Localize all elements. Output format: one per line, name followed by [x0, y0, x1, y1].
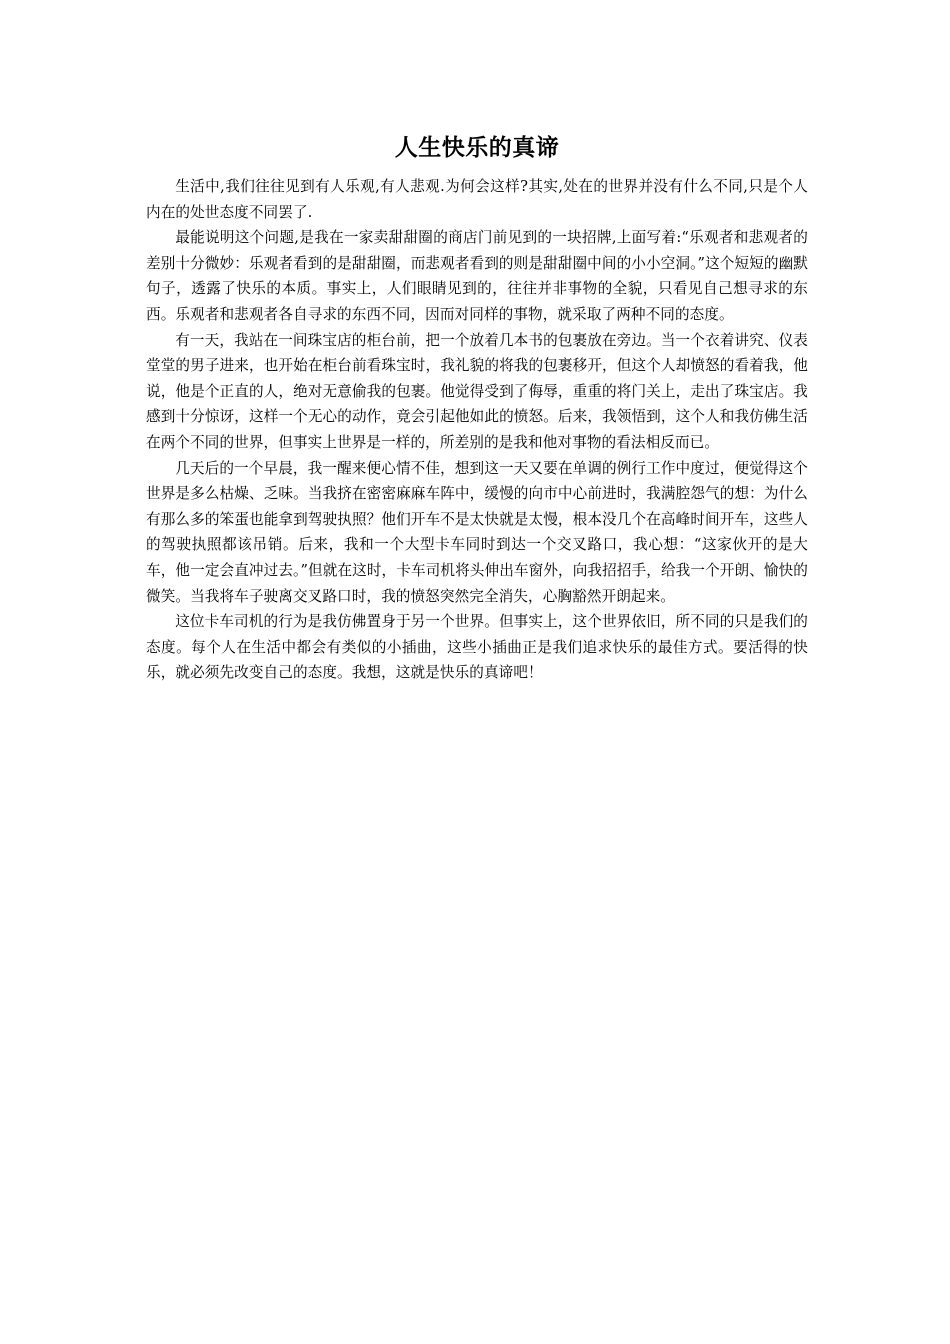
document-title: 人生快乐的真谛	[394, 135, 560, 161]
paragraph-3: 有一天，我站在一间珠宝店的柜台前，把一个放着几本书的包裹放在旁边。当一个衣着讲究、仪表堂堂的男子进来，也开始在柜台前看珠宝时，我礼貌的将我的包裹移开，但这个人却愤怒的看着我，他说，他是个正直的人，绝对无意偷我的包裹。他觉得受到了侮辱，重重的将门关上，走出了珠宝店。我感到十分惊讶，这样一个无心的动作，竟会引起他如此的愤怒。后来，我领悟到，这个人和我仿佛生活在两个不同的世界，但事实上世界是一样的，所差别的是我和他对事物的看法相反而已。	[146, 331, 808, 451]
document-body	[146, 128, 808, 686]
paragraph-2: 最能说明这个问题,是我在一家卖甜甜圈的商店门前见到的一块招牌,上面写着:“乐观者和悲观者的差别十分微妙：乐观者看到的是甜甜圈，而悲观者看到的则是甜甜圈中间的小小空洞。”这个短短的幽默句子，透露了快乐的本质。事实上，人们眼睛见到的，往往并非事物的全貌，只看见自己想寻求的东西。乐观者和悲观者各自寻求的东西不同，因而对同样的事物，就采取了两种不同的态度。	[146, 229, 808, 323]
paragraph-4: 几天后的一个早晨，我一醒来便心情不佳，想到这一天又要在单调的例行工作中度过，便觉得这个世界是多么枯燥、乏味。当我挤在密密麻麻车阵中，缓慢的向市中心前进时，我满腔怨气的想：为什么有那么多的笨蛋也能拿到驾驶执照？他们开车不是太快就是太慢，根本没几个在高峰时间开车，这些人的驾驶执照都该吊销。后来，我和一个大型卡车同时到达一个交叉路口，我心想：“这家伙开的是大车，他一定会直冲过去。”但就在这时，卡车司机将头伸出车窗外，向我招招手，给我一个开朗、愉快的微笑。当我将车子驶离交叉路口时，我的愤怒突然完全消失，心胸豁然开朗起来。	[146, 459, 808, 605]
paragraph-5: 这位卡车司机的行为是我仿佛置身于另一个世界。但事实上，这个世界依旧，所不同的只是我们的态度。每个人在生活中都会有类似的小插曲，这些小插曲正是我们追求快乐的最佳方式。要活得的快乐，就必须先改变自己的态度。我想，这就是快乐的真谛吧！	[146, 613, 808, 682]
paragraph-1: 生活中,我们往往见到有人乐观,有人悲观.为何会这样?其实,处在的世界并没有什么不同,只是个人内在的处世态度不同罢了.	[146, 178, 808, 221]
